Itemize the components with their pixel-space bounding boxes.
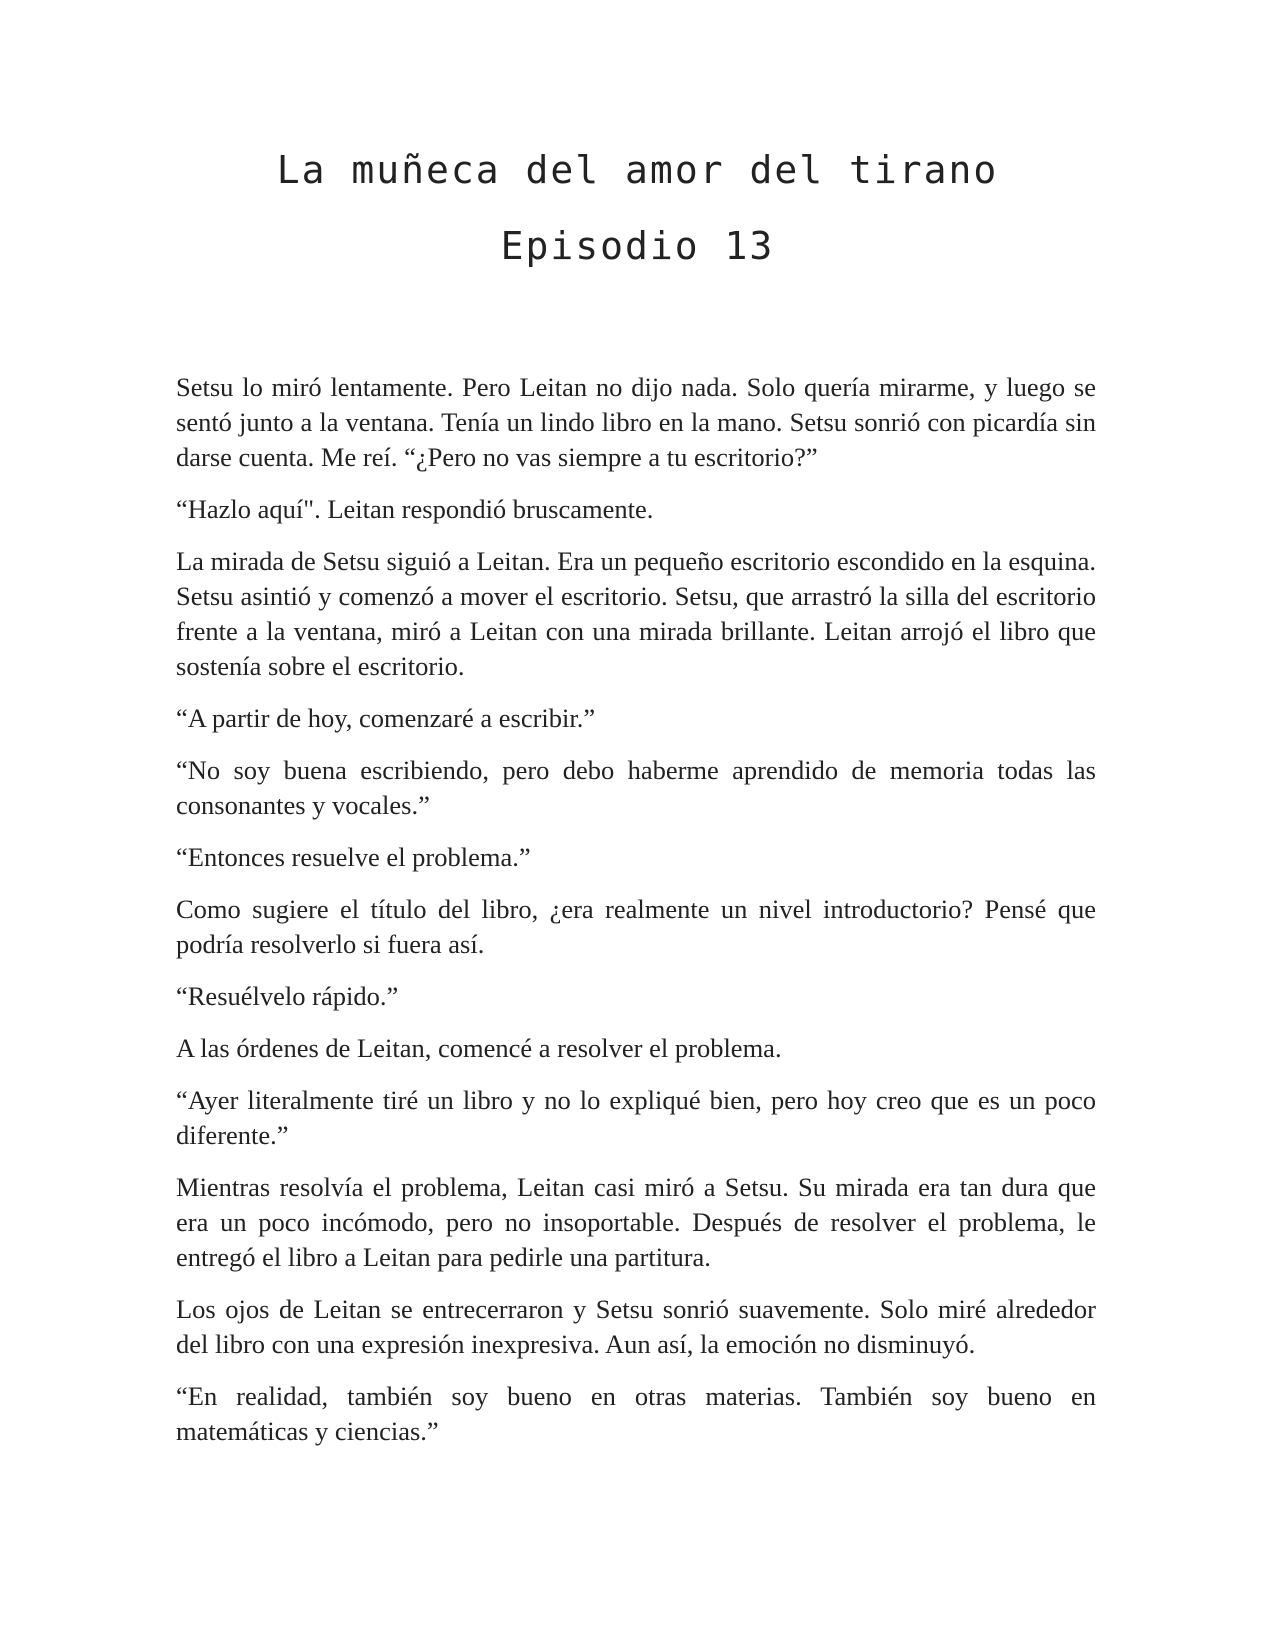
paragraph: “Hazlo aquí". Leitan respondió bruscamente. [176, 494, 654, 524]
paragraph: “A partir de hoy, comenzaré a escribir.” [176, 703, 596, 733]
paragraph: A las órdenes de Leitan, comencé a resolver el problema. [176, 1033, 782, 1063]
paragraph: “Resuélvelo rápido.” [176, 981, 399, 1011]
paragraph: “Ayer literalmente tiré un libro y no lo expliqué bien, pero hoy creo que es un poco diferente.” [176, 1085, 1096, 1150]
paragraph: La mirada de Setsu siguió a Leitan. Era un pequeño escritorio escondido en la esquina. Setsu asintió y comenzó a mover el escritorio. Setsu, que arrastró la silla del escritorio frente a la ventana, miró a Leitan con una mirada brillante. Leitan arrojó el libro que sostenía sobre el escritorio. [176, 546, 1096, 681]
paragraph: Mientras resolvía el problema, Leitan casi miró a Setsu. Su mirada era tan dura que era un poco incómodo, pero no insoportable. Después de resolver el problema, le entregó el libro a Leitan para pedirle una partitura. [176, 1172, 1096, 1272]
paragraph: “No soy buena escribiendo, pero debo haberme aprendido de memoria todas las consonantes y vocales.” [176, 755, 1096, 820]
paragraph: Los ojos de Leitan se entrecerraron y Setsu sonrió suavemente. Solo miré alrededor del libro con una expresión inexpresiva. Aun así, la emoción no disminuyó. [176, 1294, 1096, 1359]
paragraph: “En realidad, también soy bueno en otras materias. También soy bueno en matemáticas y ciencias.” [176, 1381, 1096, 1446]
paragraph: Como sugiere el título del libro, ¿era realmente un nivel introductorio? Pensé que podría resolverlo si fuera así. [176, 894, 1096, 959]
document-body [176, 370, 1096, 1466]
paragraph: Setsu lo miró lentamente. Pero Leitan no dijo nada. Solo quería mirarme, y luego se sentó junto a la ventana. Tenía un lindo libro en la mano. Setsu sonrió con picardía sin darse cuenta. Me reí. “¿Pero no vas siempre a tu escritorio?” [176, 372, 1096, 472]
document-title: La muñeca del amor del tirano [276, 148, 999, 192]
episode-heading: Episodio 13 [500, 224, 775, 268]
paragraph: “Entonces resuelve el problema.” [176, 842, 531, 872]
